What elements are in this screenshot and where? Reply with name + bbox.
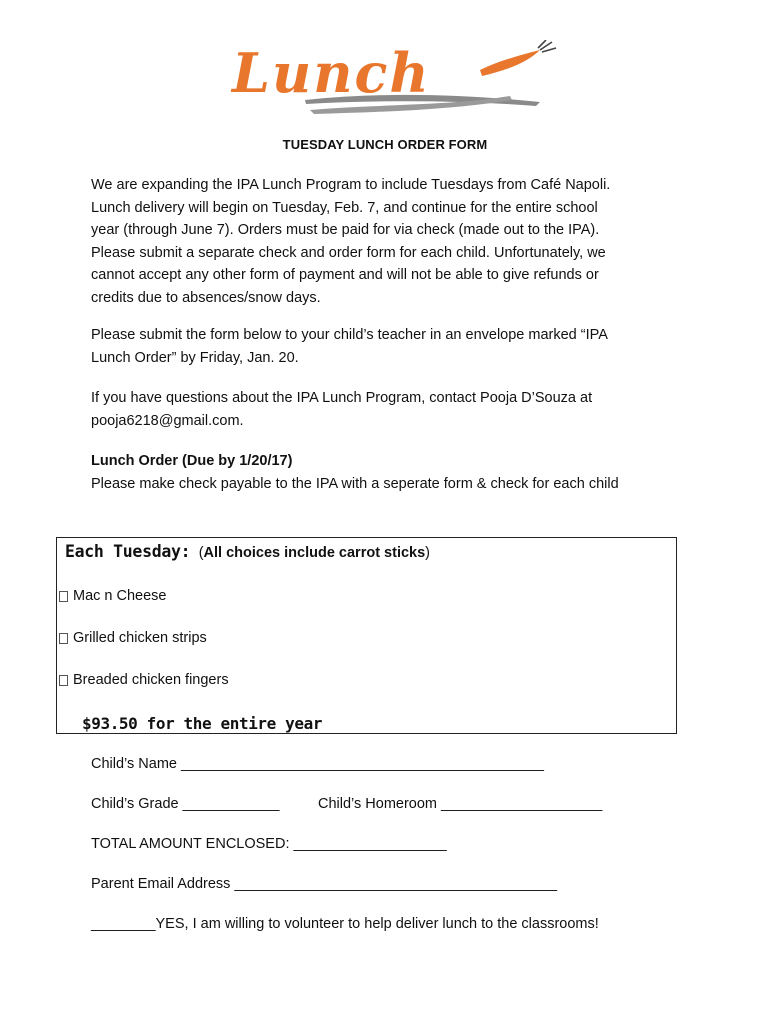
volunteer-field[interactable]: ________YES, I am willing to volunteer to help deliver lunch to the classrooms! (91, 916, 599, 932)
intro-line: We are expanding the IPA Lunch Program to include Tuesdays from Café Napoli. (91, 177, 611, 193)
checkbox[interactable] (59, 675, 68, 686)
submit-paragraph (91, 324, 691, 369)
option-mac-n-cheese[interactable] (59, 588, 167, 604)
intro-paragraph (91, 174, 691, 309)
child-name-field[interactable]: Child’s Name _____________________________________________ (91, 756, 544, 772)
parent-email-field[interactable]: Parent Email Address ________________________________________ (91, 876, 558, 892)
intro-line: Lunch delivery will begin on Tuesday, Feb. 7, and continue for the entire school (91, 199, 598, 216)
order-heading: Lunch Order (Due by 1/20/17) (91, 453, 293, 469)
price-text: $93.50 for the entire year (82, 714, 323, 733)
contact-email: pooja6218@gmail.com. (91, 412, 244, 429)
choice-heading: Each Tuesday: (65, 542, 191, 561)
contact-paragraph (91, 387, 691, 432)
choice-note-close: ) (425, 545, 431, 561)
child-grade-field[interactable]: Child’s Grade ____________ (91, 796, 280, 812)
checkbox[interactable] (59, 633, 68, 644)
form-title: TUESDAY LUNCH ORDER FORM (282, 137, 488, 152)
choice-note-text: All choices include carrot sticks (203, 545, 426, 561)
order-instruction: Please make check payable to the IPA with a seperate form & check for each child (91, 475, 619, 492)
intro-line: credits due to absences/snow days. (91, 289, 321, 306)
total-amount-field[interactable]: TOTAL AMOUNT ENCLOSED: ___________________ (91, 836, 447, 852)
submit-line: Please submit the form below to your child’s teacher in an envelope marked “IPA (91, 327, 608, 343)
submit-line: Lunch Order” by Friday, Jan. 20. (91, 349, 299, 366)
choice-note (199, 545, 430, 561)
logo-text: Lunch (232, 41, 431, 105)
option-grilled-chicken[interactable] (59, 630, 207, 646)
order-section (91, 450, 691, 495)
child-homeroom-field[interactable]: Child’s Homeroom ____________________ (318, 796, 603, 812)
option-label: Mac n Cheese (73, 588, 167, 604)
contact-line: If you have questions about the IPA Lunch Program, contact Pooja D’Souza at (91, 390, 593, 406)
choice-note-open: ( (198, 545, 204, 561)
checkbox[interactable] (59, 591, 68, 602)
option-breaded-chicken[interactable] (59, 672, 229, 688)
option-label: Grilled chicken strips (73, 630, 207, 646)
lunch-logo (210, 40, 560, 118)
lunch-choice-box (56, 537, 677, 734)
intro-line: year (through June 7). Orders must be paid for via check (made out to the IPA). (91, 222, 600, 238)
intro-line: cannot accept any other form of payment and will not be able to give refunds or (91, 267, 599, 283)
choice-box-header (65, 542, 430, 562)
intro-line: Please submit a separate check and order form for each child. Unfortunately, we (91, 244, 606, 261)
lunch-logo-graphic (210, 40, 560, 118)
carrot-icon (480, 40, 556, 76)
option-label: Breaded chicken fingers (73, 672, 229, 688)
